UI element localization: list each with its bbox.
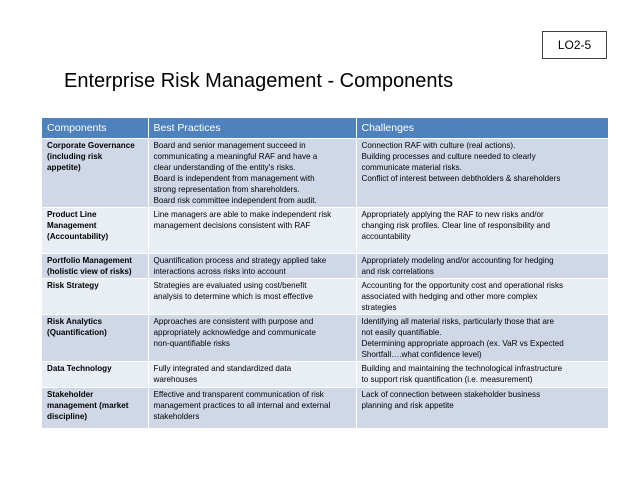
challenge-cell-line: Lack of connection between stakeholder business bbox=[361, 390, 541, 399]
challenge-cell-line: Building processes and culture needed to clearly bbox=[361, 152, 536, 161]
best-practice-cell bbox=[148, 208, 356, 254]
best-practice-cell bbox=[148, 362, 356, 388]
best-practice-cell-line: Board is independent from management with bbox=[153, 174, 315, 183]
component-cell bbox=[42, 315, 148, 362]
challenge-cell-line: Conflict of interest between debtholders & shareholders bbox=[361, 174, 561, 183]
table-row bbox=[42, 254, 608, 279]
challenge-cell bbox=[356, 254, 608, 279]
challenge-cell-line: changing risk profiles. Clear line of responsibility and bbox=[361, 221, 550, 230]
table-row bbox=[42, 279, 608, 315]
best-practice-cell-line: clear understanding of the entity's risks. bbox=[153, 163, 296, 172]
challenge-cell bbox=[356, 362, 608, 388]
best-practice-cell-line: Line managers are able to make independent risk bbox=[153, 210, 332, 219]
challenge-cell-line: and risk correlations bbox=[361, 267, 434, 276]
component-cell-line: Management bbox=[47, 221, 97, 230]
component-cell-line: Corporate Governance bbox=[47, 141, 135, 150]
best-practice-cell bbox=[148, 388, 356, 428]
table-row bbox=[42, 139, 608, 208]
component-cell bbox=[42, 279, 148, 315]
component-cell-line: (Quantification) bbox=[47, 328, 107, 337]
challenge-cell-line: strategies bbox=[361, 303, 397, 312]
best-practice-cell-line: stakeholders bbox=[153, 412, 200, 421]
best-practice-cell-line: management decisions consistent with RAF bbox=[153, 221, 311, 230]
challenge-cell-line: Connection RAF with culture (real actions). bbox=[361, 141, 516, 150]
challenge-cell-line: communicate material risks. bbox=[361, 163, 462, 172]
best-practice-cell-line: appropriately acknowledge and communicate bbox=[153, 328, 316, 337]
challenge-cell bbox=[356, 139, 608, 208]
component-cell-line: (Accountability) bbox=[47, 232, 109, 241]
best-practice-cell-line: interactions across risks into account bbox=[153, 267, 286, 276]
component-cell-line: (including risk bbox=[47, 152, 103, 161]
header-challenges: Challenges bbox=[356, 118, 608, 139]
header-components: Components bbox=[42, 118, 148, 139]
best-practice-cell-line: management practices to all internal and external bbox=[153, 401, 331, 410]
challenge-cell-line: Appropriately applying the RAF to new risks and/or bbox=[361, 210, 544, 219]
challenge-cell bbox=[356, 208, 608, 254]
table-header-row bbox=[42, 118, 608, 139]
challenge-cell-line: not easily quantifiable. bbox=[361, 328, 442, 337]
challenge-cell-line: accountability bbox=[361, 232, 411, 241]
best-practice-cell-line: communicating a meaningful RAF and have a bbox=[153, 152, 318, 161]
challenge-cell-line: Accounting for the opportunity cost and operational risks bbox=[361, 281, 564, 290]
component-cell-line: Product Line bbox=[47, 210, 97, 219]
best-practice-cell-line: Board and senior management succeed in bbox=[153, 141, 306, 150]
challenge-cell-line: Building and maintaining the technological infrastructure bbox=[361, 364, 563, 373]
best-practice-cell-line: warehouses bbox=[153, 375, 198, 384]
component-cell-line: (holistic view of risks) bbox=[47, 267, 132, 276]
best-practice-cell-line: Effective and transparent communication of risk bbox=[153, 390, 324, 399]
slide-title: Enterprise Risk Management - Components bbox=[64, 70, 454, 92]
best-practice-cell bbox=[148, 315, 356, 362]
component-cell-line: management (market bbox=[47, 401, 129, 410]
challenge-cell bbox=[356, 315, 608, 362]
table-row bbox=[42, 388, 608, 428]
best-practice-cell bbox=[148, 139, 356, 208]
component-cell bbox=[42, 208, 148, 254]
best-practice-cell-line: analysis to determine which is most effective bbox=[153, 292, 314, 301]
component-cell-line: discipline) bbox=[47, 412, 88, 421]
challenge-cell bbox=[356, 388, 608, 428]
component-cell-line: Portfolio Management bbox=[47, 256, 132, 265]
best-practice-cell-line: Board risk committee independent from audit. bbox=[153, 196, 317, 205]
component-cell bbox=[42, 254, 148, 279]
challenge-cell-line: Identifying all material risks, particularly those that are bbox=[361, 317, 555, 326]
component-cell-line: Data Technology bbox=[47, 364, 112, 373]
challenge-cell-line: associated with hedging and other more complex bbox=[361, 292, 538, 301]
challenge-cell bbox=[356, 279, 608, 315]
component-cell-line: Stakeholder bbox=[47, 390, 94, 399]
component-cell-line: Risk Analytics bbox=[47, 317, 103, 326]
component-cell bbox=[42, 139, 148, 208]
table-row bbox=[42, 362, 608, 388]
component-cell-line: Risk Strategy bbox=[47, 281, 99, 290]
challenge-cell-line: Determining appropriate approach (ex. VaR vs Expected bbox=[361, 339, 564, 348]
best-practice-cell-line: Approaches are consistent with purpose and bbox=[153, 317, 314, 326]
challenge-cell-line: planning and risk appetite bbox=[361, 401, 454, 410]
challenge-cell-line: to support risk quantification (i.e. measurement) bbox=[361, 375, 533, 384]
header-best-practices: Best Practices bbox=[148, 118, 356, 139]
erm-components-table bbox=[42, 118, 609, 428]
component-cell-line: appetite) bbox=[47, 163, 81, 172]
best-practice-cell-line: non-quantifiable risks bbox=[153, 339, 230, 348]
best-practice-cell bbox=[148, 254, 356, 279]
challenge-cell-line: Appropriately modeling and/or accounting for hedging bbox=[361, 256, 554, 265]
best-practice-cell-line: Strategies are evaluated using cost/benefit bbox=[153, 281, 307, 290]
challenge-cell-line: Shortfall….what confidence level) bbox=[361, 350, 482, 359]
best-practice-cell-line: Fully integrated and standardized data bbox=[153, 364, 292, 373]
component-cell bbox=[42, 362, 148, 388]
best-practice-cell-line: strong representation from shareholders. bbox=[153, 185, 300, 194]
best-practice-cell-line: Quantification process and strategy applied take bbox=[153, 256, 327, 265]
best-practice-cell bbox=[148, 279, 356, 315]
lesson-objective-badge: LO2-5 bbox=[542, 31, 607, 59]
table-row bbox=[42, 208, 608, 254]
component-cell bbox=[42, 388, 148, 428]
table-row bbox=[42, 315, 608, 362]
